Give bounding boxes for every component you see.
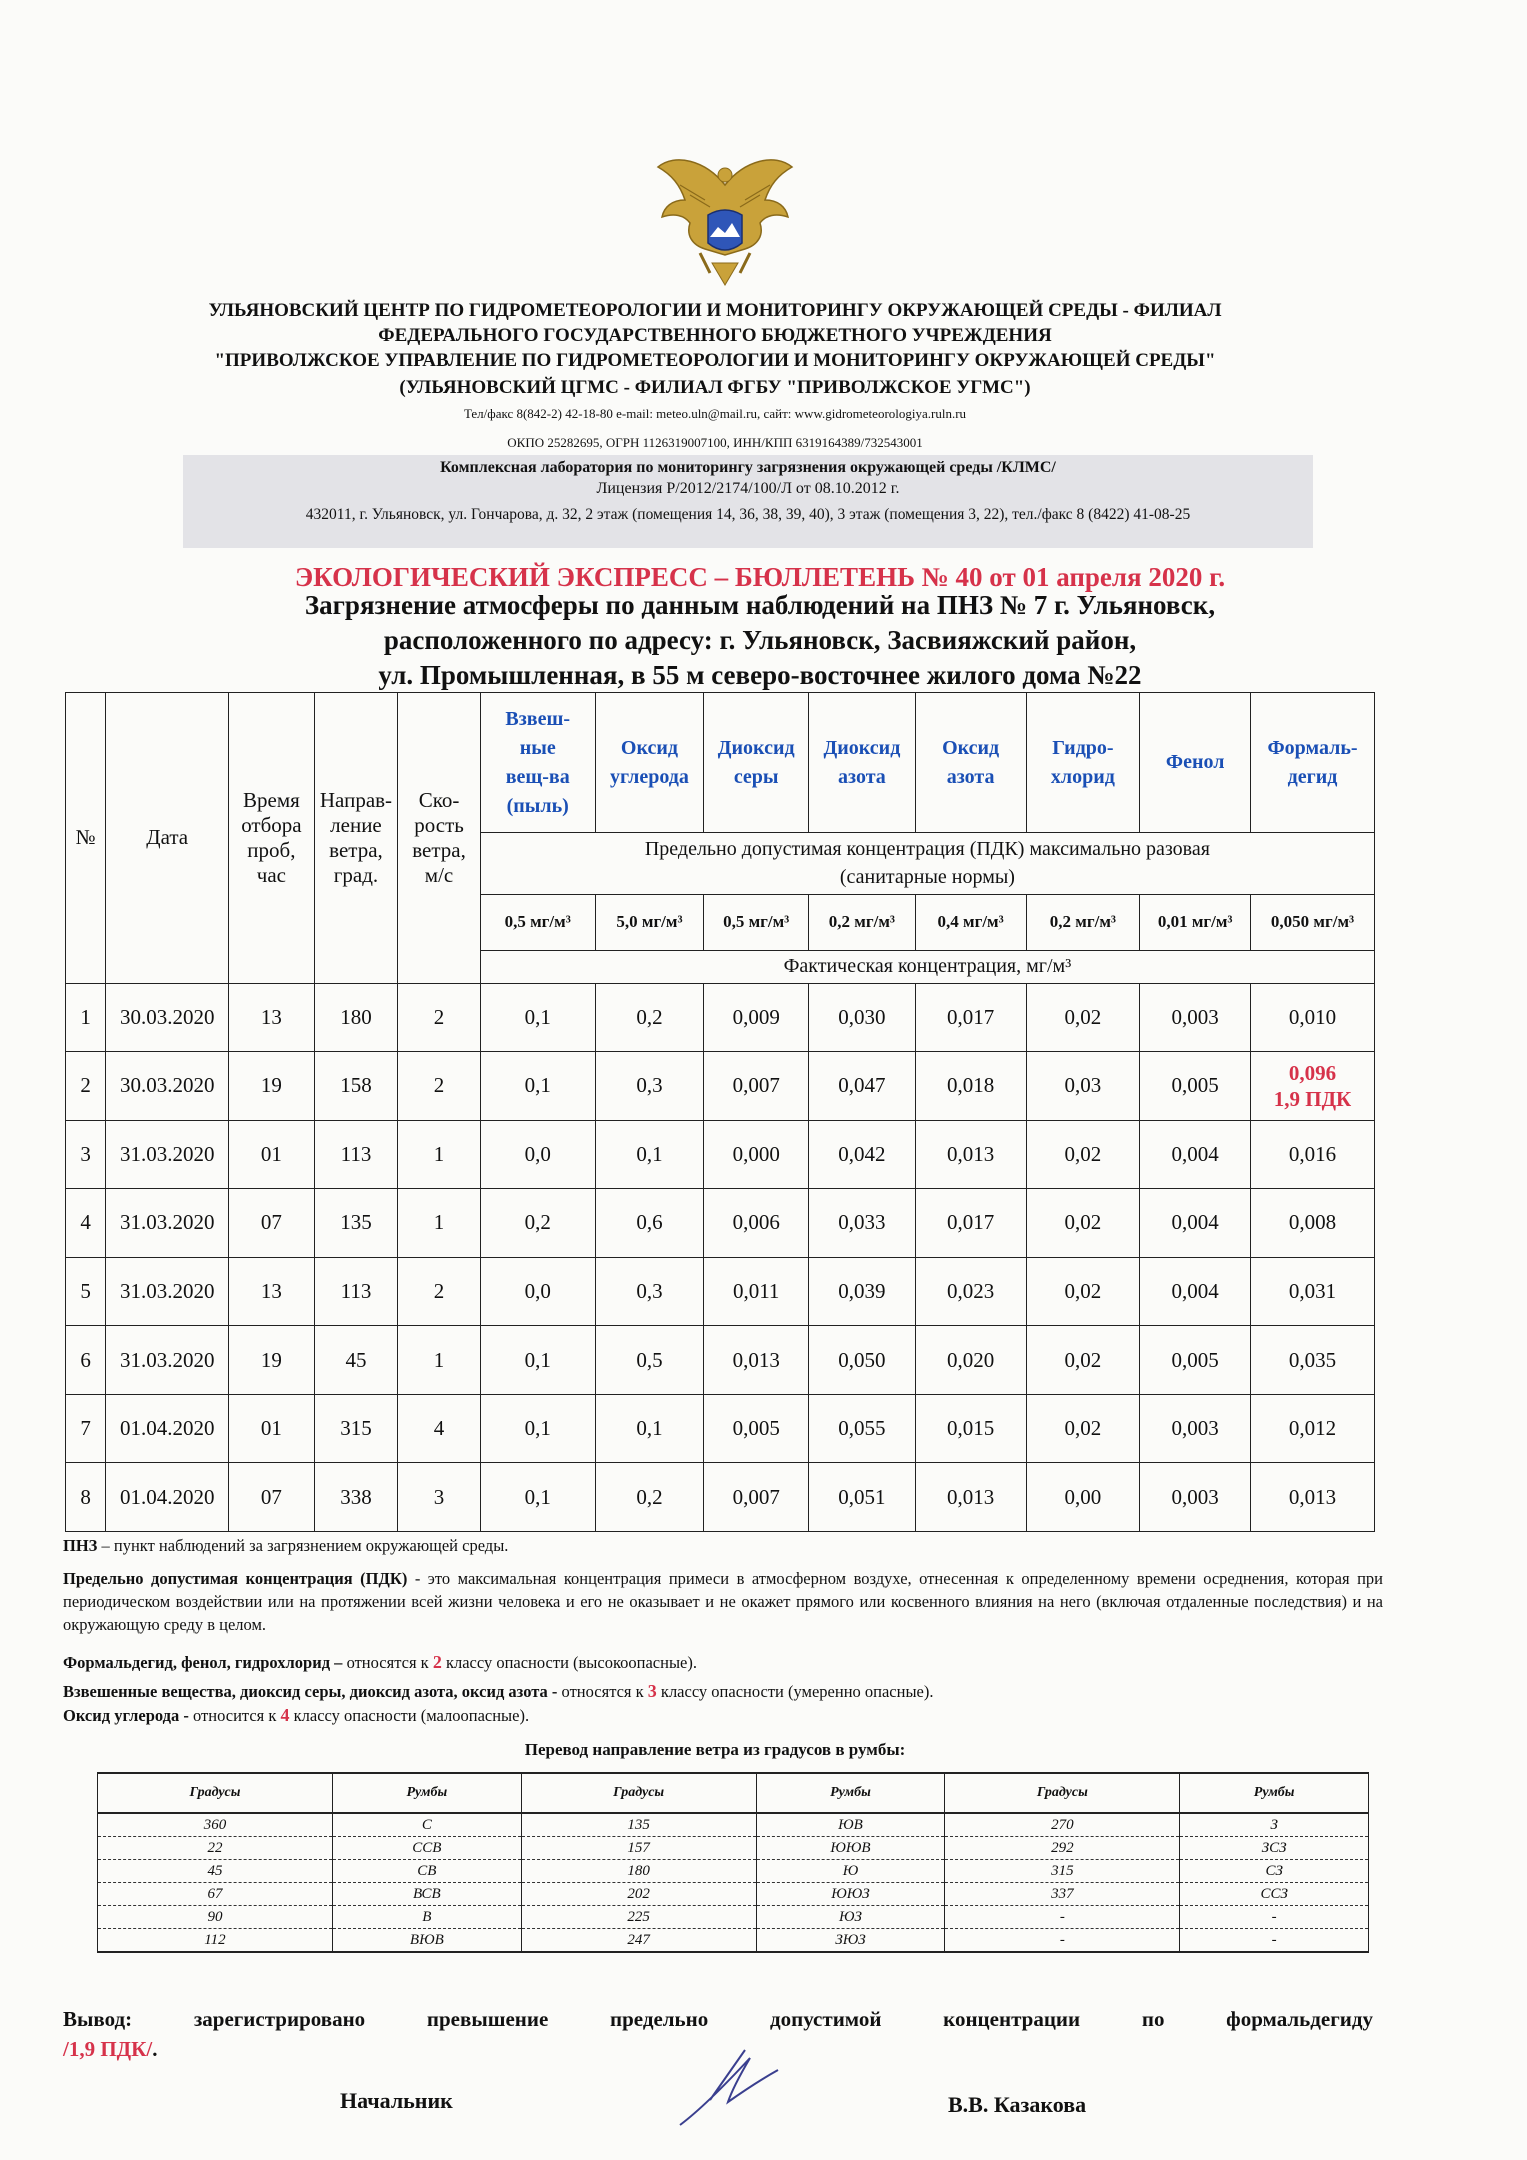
row-value: 0,007	[704, 1463, 809, 1532]
table-row	[66, 1189, 1375, 1258]
row-time: 19	[229, 1326, 315, 1395]
row-direction: 315	[314, 1394, 398, 1463]
pdk-value: 0,5 мг/м³	[480, 894, 595, 950]
lab-name: Комплексная лаборатория по мониторингу загрязнения окружающей среды /КЛМС/	[440, 459, 1056, 476]
wind-row	[98, 1906, 1369, 1929]
row-value: 0,031	[1251, 1257, 1375, 1326]
row-number: 5	[66, 1257, 106, 1326]
wind-cell: СЗ	[1180, 1860, 1369, 1883]
table-row	[66, 1463, 1375, 1532]
row-time: 13	[229, 983, 315, 1052]
row-direction: 180	[314, 983, 398, 1052]
subtitle-line-3: ул. Промышленная, в 55 м северо-восточнее жилого дома №22	[378, 660, 1142, 690]
row-value: 0,003	[1140, 983, 1251, 1052]
wind-cell: 202	[521, 1883, 756, 1906]
row-value: 0,017	[915, 983, 1026, 1052]
col-header-dust: Взвеш- ные вещ-ва (пыль)	[480, 693, 595, 833]
row-value: 0,007	[704, 1052, 809, 1121]
row-speed: 2	[398, 983, 481, 1052]
col-header-no2: Диоксид азота	[809, 693, 916, 833]
col-header-time: Время отбора проб, час	[229, 693, 315, 984]
wind-header: Румбы	[333, 1773, 522, 1813]
row-value: 0,013	[915, 1120, 1026, 1189]
pdk-value: 5,0 мг/м³	[595, 894, 704, 950]
row-value: 0,1	[480, 1463, 595, 1532]
row-value: 0,02	[1026, 1326, 1140, 1395]
row-value: 0,055	[809, 1394, 916, 1463]
wind-cell: 45	[98, 1860, 333, 1883]
wind-cell: 315	[945, 1860, 1180, 1883]
col-header-hcl: Гидро- хлорид	[1026, 693, 1140, 833]
col-header-formaldehyde: Формаль- дегид	[1251, 693, 1375, 833]
col-header-phenol: Фенол	[1140, 693, 1251, 833]
col-header-no: Оксид азота	[915, 693, 1026, 833]
wind-cell: Ю	[756, 1860, 945, 1883]
row-direction: 158	[314, 1052, 398, 1121]
row-value: 0,039	[809, 1257, 916, 1326]
wind-header: Румбы	[756, 1773, 945, 1813]
col-header-direction: Направ- ление ветра, град.	[314, 693, 398, 984]
row-value: 0,023	[915, 1257, 1026, 1326]
row-value: 0,3	[595, 1257, 704, 1326]
table-row	[66, 983, 1375, 1052]
row-value: 0,030	[809, 983, 916, 1052]
pdk-value: 0,01 мг/м³	[1140, 894, 1251, 950]
emblem-icon	[650, 145, 800, 295]
row-value: 0,018	[915, 1052, 1026, 1121]
row-value: 0,02	[1026, 1120, 1140, 1189]
row-value: 0,2	[595, 983, 704, 1052]
row-value: 0,003	[1140, 1463, 1251, 1532]
row-value: 0,2	[595, 1463, 704, 1532]
pdk-value: 0,4 мг/м³	[915, 894, 1026, 950]
row-value: 0,005	[1140, 1052, 1251, 1121]
row-value: 0,03	[1026, 1052, 1140, 1121]
wind-cell: С	[333, 1813, 522, 1837]
table-row	[66, 1326, 1375, 1395]
row-date: 01.04.2020	[106, 1463, 229, 1532]
pdk-value: 0,2 мг/м³	[1026, 894, 1140, 950]
wind-cell: 135	[521, 1813, 756, 1837]
row-number: 4	[66, 1189, 106, 1258]
handwritten-signature-icon	[670, 2030, 790, 2140]
org-name-line-1: УЛЬЯНОВСКИЙ ЦЕНТР ПО ГИДРОМЕТЕОРОЛОГИИ И МОНИТОРИНГУ ОКРУЖАЮЩЕЙ СРЕДЫ - ФИЛИАЛ	[208, 300, 1222, 321]
wind-cell: ЮЮВ	[756, 1837, 945, 1860]
row-value: 0,020	[915, 1326, 1026, 1395]
conclusion-value: /1,9 ПДК/	[63, 2037, 153, 2061]
row-value: 0,011	[704, 1257, 809, 1326]
wind-cell: ЮЮЗ	[756, 1883, 945, 1906]
row-time: 07	[229, 1189, 315, 1258]
row-direction: 135	[314, 1189, 398, 1258]
row-value: 0,013	[915, 1463, 1026, 1532]
wind-row	[98, 1813, 1369, 1837]
wind-cell: В	[333, 1906, 522, 1929]
row-value: 0,0	[480, 1257, 595, 1326]
row-time: 07	[229, 1463, 315, 1532]
note-class-3: Взвешенные вещества, диоксид серы, диоксид азота, оксид азота - относятся к 3 классу опасности (умеренно опасные).	[63, 1681, 934, 1701]
lab-address: 432011, г. Ульяновск, ул. Гончарова, д. 32, 2 этаж (помещения 14, 36, 38, 39, 40), 3 этаж (помещения 3, 22), тел./факс 8 (8422) 41-08-25	[305, 506, 1191, 523]
row-value: 0,02	[1026, 983, 1140, 1052]
org-contact: Тел/факс 8(842-2) 42-18-80 e-mail: meteo.uln@mail.ru, сайт: www.gidrometeorologiya.ruln.ru	[463, 406, 967, 421]
row-value: 0,047	[809, 1052, 916, 1121]
row-value: 0,3	[595, 1052, 704, 1121]
row-date: 30.03.2020	[106, 1052, 229, 1121]
row-value: 0,013	[1251, 1463, 1375, 1532]
wind-cell: ЮЗ	[756, 1906, 945, 1929]
row-speed: 2	[398, 1052, 481, 1121]
wind-row	[98, 1860, 1369, 1883]
conclusion-value-line: /1,9 ПДК/.	[63, 2037, 158, 2061]
pdk-value: 0,050 мг/м³	[1251, 894, 1375, 950]
lab-license: Лицензия Р/2012/2174/100/Л от 08.10.2012 г.	[596, 480, 900, 497]
wind-cell: ЗСЗ	[1180, 1837, 1369, 1860]
wind-cell: ССЗ	[1180, 1883, 1369, 1906]
wind-cell: 247	[521, 1929, 756, 1953]
note-pnz: ПНЗ – пункт наблюдений за загрязнением окружающей среды.	[63, 1536, 509, 1555]
row-value: 0,009	[704, 983, 809, 1052]
row-number: 6	[66, 1326, 106, 1395]
row-value: 0,0	[480, 1120, 595, 1189]
pdk-header: Предельно допустимая концентрация (ПДК) максимально разовая (санитарные нормы)	[480, 833, 1374, 894]
row-value: 0,006	[704, 1189, 809, 1258]
row-date: 01.04.2020	[106, 1394, 229, 1463]
row-value: 0,033	[809, 1189, 916, 1258]
wind-cell: -	[945, 1906, 1180, 1929]
row-value: 0,004	[1140, 1257, 1251, 1326]
wind-cell: ЮВ	[756, 1813, 945, 1837]
subtitle-line-1: Загрязнение атмосферы по данным наблюдений на ПНЗ № 7 г. Ульяновск,	[304, 590, 1216, 620]
row-speed: 4	[398, 1394, 481, 1463]
wind-cell: ВЮВ	[333, 1929, 522, 1953]
wind-cell: 157	[521, 1837, 756, 1860]
col-header-date: Дата	[106, 693, 229, 984]
note-class-2: Формальдегид, фенол, гидрохлорид – относятся к 2 классу опасности (высокоопасные).	[63, 1652, 697, 1672]
row-value: 0,1	[480, 1326, 595, 1395]
wind-cell: ЗЮЗ	[756, 1929, 945, 1953]
row-value: 0,004	[1140, 1189, 1251, 1258]
row-value: 0,1	[595, 1120, 704, 1189]
wind-cell: 225	[521, 1906, 756, 1929]
row-number: 7	[66, 1394, 106, 1463]
subtitle-line-2: расположенного по адресу: г. Ульяновск, Засвияжский район,	[383, 625, 1137, 655]
wind-cell: 360	[98, 1813, 333, 1837]
row-speed: 2	[398, 1257, 481, 1326]
row-value: 0,010	[1251, 983, 1375, 1052]
table-row	[66, 1394, 1375, 1463]
wind-cell: ССВ	[333, 1837, 522, 1860]
wind-cell: 22	[98, 1837, 333, 1860]
col-header-so2: Диоксид серы	[704, 693, 809, 833]
row-date: 31.03.2020	[106, 1257, 229, 1326]
row-direction: 113	[314, 1120, 398, 1189]
row-value: 0,1	[480, 1052, 595, 1121]
row-date: 31.03.2020	[106, 1120, 229, 1189]
wind-cell: 180	[521, 1860, 756, 1883]
wind-header: Румбы	[1180, 1773, 1369, 1813]
table-row	[66, 1120, 1375, 1189]
row-value: 0,000	[704, 1120, 809, 1189]
signer-name: В.В. Казакова	[948, 2092, 1087, 2117]
conclusion-text: Вывод: зарегистрировано превышение предельно допустимой концентрации по формальдегиду	[63, 2007, 1373, 2031]
wind-row	[98, 1883, 1369, 1906]
wind-table	[97, 1772, 1369, 1953]
wind-cell: З	[1180, 1813, 1369, 1837]
row-value: 0,5	[595, 1326, 704, 1395]
wind-header: Градусы	[98, 1773, 333, 1813]
row-value: 0,02	[1026, 1394, 1140, 1463]
note-pdk: Предельно допустимая концентрация (ПДК) - это максимальная концентрация примеси в атмосферном воздухе, отнесенная к определенному времени осреднения, которая при периодическом воздействии или на протяжении всей жизни человека и его не оказывает и не окажет прямого или косвенного влияния на него (включая отдаленные последствия) и на окружающую среду в целом.	[63, 1569, 1383, 1634]
row-value: 0,012	[1251, 1394, 1375, 1463]
wind-cell: -	[945, 1929, 1180, 1953]
wind-header: Градусы	[521, 1773, 756, 1813]
row-value: 0,005	[1140, 1326, 1251, 1395]
row-date: 31.03.2020	[106, 1189, 229, 1258]
row-value: 0,004	[1140, 1120, 1251, 1189]
row-value: 0,1	[480, 1394, 595, 1463]
row-direction: 113	[314, 1257, 398, 1326]
row-value: 0,017	[915, 1189, 1026, 1258]
org-name-line-2: ФЕДЕРАЛЬНОГО ГОСУДАРСТВЕННОГО БЮДЖЕТНОГО УЧРЕЖДЕНИЯ	[378, 325, 1052, 346]
row-number: 3	[66, 1120, 106, 1189]
lab-info-band	[183, 455, 1313, 548]
org-name-line-4: (УЛЬЯНОВСКИЙ ЦГМС - ФИЛИАЛ ФГБУ "ПРИВОЛЖСКОЕ УГМС")	[399, 377, 1031, 398]
row-number: 8	[66, 1463, 106, 1532]
wind-cell: ВСВ	[333, 1883, 522, 1906]
row-value: 0,008	[1251, 1189, 1375, 1258]
row-speed: 1	[398, 1326, 481, 1395]
wind-row	[98, 1837, 1369, 1860]
wind-row	[98, 1929, 1369, 1953]
wind-cell: СВ	[333, 1860, 522, 1883]
pdk-value: 0,2 мг/м³	[809, 894, 916, 950]
wind-cell: 90	[98, 1906, 333, 1929]
row-date: 31.03.2020	[106, 1326, 229, 1395]
row-value: 0,00	[1026, 1463, 1140, 1532]
org-name-line-3: "ПРИВОЛЖСКОЕ УПРАВЛЕНИЕ ПО ГИДРОМЕТЕОРОЛОГИИ И МОНИТОРИНГУ ОКРУЖАЮЩЕЙ СРЕДЫ"	[214, 350, 1216, 371]
row-speed: 1	[398, 1189, 481, 1258]
row-value: 0,1	[480, 983, 595, 1052]
row-date: 30.03.2020	[106, 983, 229, 1052]
row-number: 1	[66, 983, 106, 1052]
col-header-co: Оксид углерода	[595, 693, 704, 833]
col-header-no: №	[66, 693, 106, 984]
row-value: 0,050	[809, 1326, 916, 1395]
row-value: 0,6	[595, 1189, 704, 1258]
row-time: 01	[229, 1120, 315, 1189]
table-row	[66, 1257, 1375, 1326]
row-speed: 3	[398, 1463, 481, 1532]
wind-cell: 67	[98, 1883, 333, 1906]
row-value: 0,016	[1251, 1120, 1375, 1189]
wind-cell: 292	[945, 1837, 1180, 1860]
fact-header: Фактическая концентрация, мг/м³	[480, 950, 1374, 983]
org-codes: ОКПО 25282695, ОГРН 1126319007100, ИНН/КПП 6319164389/732543001	[507, 435, 923, 450]
bulletin-title: ЭКОЛОГИЧЕСКИЙ ЭКСПРЕСС – БЮЛЛЕТЕНЬ № 40 от 01 апреля 2020 г.	[294, 562, 1226, 592]
row-value: 0,051	[809, 1463, 916, 1532]
wind-cell: 337	[945, 1883, 1180, 1906]
row-value: 0,005	[704, 1394, 809, 1463]
row-value: 0,1	[595, 1394, 704, 1463]
row-value: 0,2	[480, 1189, 595, 1258]
wind-cell: 112	[98, 1929, 333, 1953]
row-value: 0,042	[809, 1120, 916, 1189]
wind-cell: -	[1180, 1906, 1369, 1929]
row-direction: 45	[314, 1326, 398, 1395]
col-header-speed: Ско- рость ветра, м/с	[398, 693, 481, 984]
pdk-value: 0,5 мг/м³	[704, 894, 809, 950]
row-value: 0,003	[1140, 1394, 1251, 1463]
row-direction: 338	[314, 1463, 398, 1532]
wind-cell: 270	[945, 1813, 1180, 1837]
row-value: 0,035	[1251, 1326, 1375, 1395]
row-time: 19	[229, 1052, 315, 1121]
row-value: 0,02	[1026, 1189, 1140, 1258]
row-value: 0,096 1,9 ПДК	[1251, 1052, 1375, 1121]
wind-table-title: Перевод направление ветра из градусов в румбы:	[524, 1740, 906, 1759]
row-time: 01	[229, 1394, 315, 1463]
table-row	[66, 1052, 1375, 1121]
row-value: 0,013	[704, 1326, 809, 1395]
signer-position: Начальник	[340, 2088, 453, 2113]
row-time: 13	[229, 1257, 315, 1326]
wind-header: Градусы	[945, 1773, 1180, 1813]
row-speed: 1	[398, 1120, 481, 1189]
row-number: 2	[66, 1052, 106, 1121]
note-class-4: Оксид углерода - относится к 4 классу опасности (малоопасные).	[63, 1705, 530, 1725]
pollution-table	[65, 692, 1375, 1532]
wind-cell: -	[1180, 1929, 1369, 1953]
row-value: 0,02	[1026, 1257, 1140, 1326]
row-value: 0,015	[915, 1394, 1026, 1463]
